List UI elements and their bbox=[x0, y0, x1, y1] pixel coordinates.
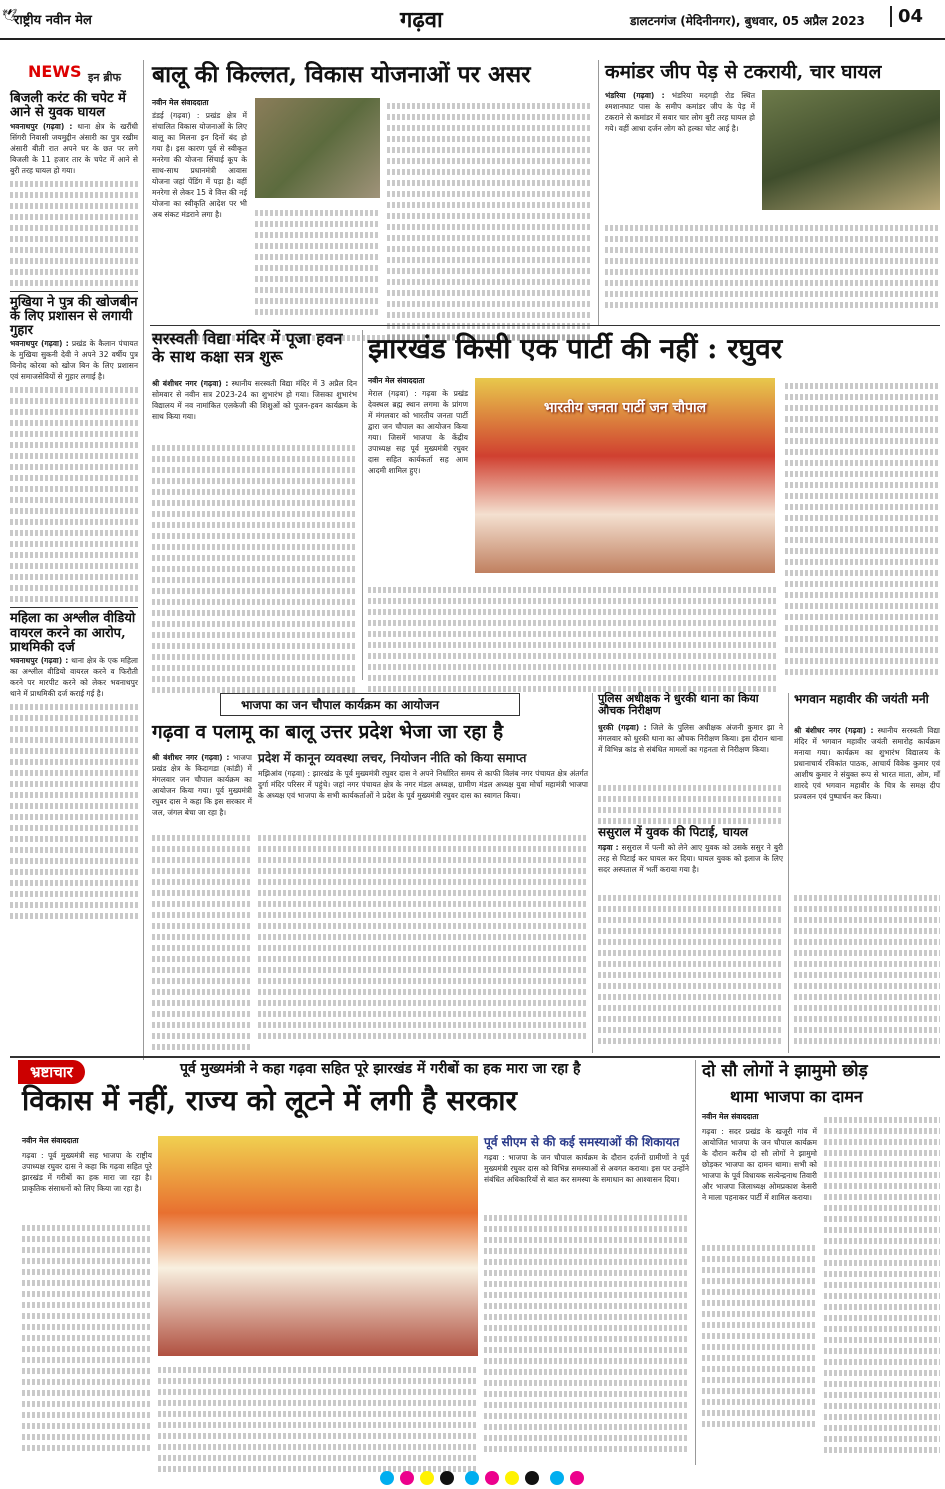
byline-jeep: भंडरिया (गढ़वा) : bbox=[605, 91, 665, 100]
brief-byline-3: भवनाथपुर (गढ़वा) : bbox=[10, 656, 69, 666]
bird-logo-icon: 🕊 bbox=[2, 8, 18, 22]
corruption-text: गढ़वा : पूर्व मुख्यमंत्री सह भाजपा के राष्ट्रीय उपाध्यक्ष रघुवर दास ने कहा कि गढ़वा सहित पूरे झारखंड में गरीबों का हक मारा जा रहा है। प्राकृतिक संसाधनों को लिए किया जा रहा है। bbox=[22, 1151, 152, 1193]
byline-corruption: नवीन मेल संवाददाता bbox=[22, 1136, 79, 1145]
bjp-chaupal-box: भाजपा का जन चौपाल कार्यक्रम का आयोजन bbox=[220, 693, 520, 716]
byline-palamu: श्री बंशीधर नगर (गढ़वा) : bbox=[152, 753, 230, 762]
page-number: 04 bbox=[890, 6, 923, 27]
raghuvar-text: मेराल (गढ़वा) : गढ़वा के प्रखंड देवस्थल ब्रह्म स्थान लगमा के प्रांगण में मंगलवार को भारतीय जनता पार्टी द्वारा जन चौपाल का आयोजन किया गया। जिसमें भाजपा के केंद्रीय उपाध्यक्ष सह पूर्व मुख्यमंत्री रघुवर दास सहित कार्यकर्ता सह आम आदमी शामिल हुए। bbox=[368, 389, 468, 475]
headline-saraswati: सरस्वती विद्या मंदिर में पूजा हवन के साथ कक्षा सत्र शुरू bbox=[152, 329, 343, 366]
news-sub-label: इन ब्रीफ bbox=[88, 71, 121, 84]
headline-corruption: विकास में नहीं, राज्य को लूटने में लगी है सरकार bbox=[22, 1084, 517, 1117]
byline-top-story: नवीन मेल संवाददाता bbox=[152, 98, 209, 107]
law-order-text: मझिआंव (गढ़वा) : झारखंड के पूर्व मुख्यमंत्री रघुवर दास ने अपने निर्धारित समय से काफी विलंब नगर पंचायत क्षेत्र अंतर्गत दुर्गा मंदिर परिसर में पहुंचे। जहां नगर पंचायत क्षेत्र के नगर मंडल अध्यक्ष, ग्रामीण मंडल अध्यक्ष युवा मोर्चा महामंत्री भाजपा के अध्यक्ष एवं भाजपा के सभी कार्यकर्ताओं ने प्रदेश के पूर्व मुख्यमंत्री रघुवर दास का स्वागत किया। bbox=[258, 769, 588, 800]
brief-byline-2: भवनाथपुर (गढ़वा) : bbox=[10, 339, 69, 349]
brief-byline-1: भवनाथपुर (गढ़वा) : bbox=[10, 121, 73, 131]
sasural-text: ससुराल में पत्नी को लेने आए युवक को उसके ससुर ने बुरी तरह से पिटाई कर घायल कर दिया। घायल युवक को इलाज के लिए सदर अस्पताल में भर्ती कराया गया है। bbox=[598, 843, 783, 874]
section-title: गढ़वा bbox=[400, 7, 443, 33]
jeep-text: भंडरिया मदगड़ी रोड स्थित श्मशानघाट पास के समीप कमांडर जीप के पेड़ में टकराने से कमांडर में सवार चार लोग बुरी तरह घायल हो गये। वहीं आधा दर्जन लोग को हल्का चोट आई है। bbox=[605, 91, 755, 133]
palamu-text: भाजपा प्रखंड क्षेत्र के किदागडा (कांडी) में मंगलवार जन चौपाल कार्यक्रम का आयोजन किया गया। पूर्व मुख्यमंत्री रघुवर दास ने कहा कि इस सरकार में जल, जंगल बेचा जा रहा है। bbox=[152, 753, 252, 817]
headline-jeep-accident: कमांडर जीप पेड़ से टकरायी, चार घायल bbox=[605, 61, 882, 83]
headline-police-inspection: पुलिस अधीक्षक ने धुरकी थाना का किया औचक निरीक्षण bbox=[598, 692, 759, 718]
top-story-text: डंडई (गढ़वा) : प्रखंड क्षेत्र में संचालित विकास योजनाओं के लिए बालू का मिलना इन दिनों बंद हो गया है। इस कारण पूर्व से स्वीकृत मनरेगा की योजना सिंचाई कूप के साथ-साथ प्रधानमंत्री आवास योजना जहां पेंडिंग में पड़ा है। वहीं मनरेगा से लेकर 15 वे वित्त की नई योजना का स्वीकृति आदेश पर भी अब संकट मंडराने लगा है। bbox=[152, 111, 247, 219]
chaupal-banner-text: भारतीय जनता पार्टी जन चौपाल bbox=[543, 400, 707, 416]
mahavir-text: स्थानीय सरस्वती विद्या मंदिर में भगवान महावीर जयंती समारोह कार्यक्रम मनाया गया। कार्यक्रम का शुभारंभ विद्यालय के प्रधानाचार्य रविकांत पाठक, आचार्य विवेक कुमार एवं आशीष कुमार ने संयुक्त रूप से भारत माता, ओम, माँ शारदे एवं भगवान महावीर के चित्र के समक्ष दीप प्रज्वलन एवं पुष्पार्चन कर किया। bbox=[794, 726, 940, 801]
headline-sand-shortage: बालू की किल्लत, विकास योजनाओं पर असर bbox=[152, 61, 531, 88]
jan-chaupal-photo bbox=[475, 378, 775, 573]
headline-sasural: ससुराल में युवक की पिटाई, घायल bbox=[598, 825, 749, 839]
brief-title-2: मुखिया ने पुत्र की खोजबीन के लिए प्रशासन से लगायी गुहार bbox=[10, 294, 138, 339]
headline-mahavir: भगवान महावीर की जयंती मनी bbox=[794, 692, 929, 706]
subhead-jmm: थामा भाजपा का दामन bbox=[730, 1087, 863, 1106]
color-registration-marks bbox=[380, 1470, 590, 1489]
jeep-crash-photo bbox=[762, 90, 940, 210]
dry-river-photo bbox=[255, 98, 380, 198]
news-label: NEWS bbox=[28, 62, 82, 81]
byline-raghuvar: नवीन मेल संवाददाता bbox=[368, 376, 425, 385]
saraswati-text: स्थानीय सरस्वती विद्या मंदिर में 3 अप्रैल दिन सोमवार से नवीन सत्र 2023-24 का शुभारंभ हो गया। जिसका शुभारंभ विद्यालय में नव नामांकित एलकेजी की शिशुओं को पूजन-हवन कार्यक्रम के साथ किया गया। bbox=[152, 379, 357, 421]
section-tag-corruption: भ्रष्टाचार bbox=[18, 1060, 85, 1084]
headline-law-order: प्रदेश में कानून व्यवस्था लचर, नियोजन नीति को किया समाप्त bbox=[258, 751, 527, 765]
byline-saraswati: श्री बंशीधर नगर (गढ़वा) : bbox=[152, 379, 229, 388]
police-text: जिले के पुलिस अधीक्षक अंजनी कुमार झा ने मंगलवार को धुरकी थाना का औचक निरीक्षण किया। इस दौरान थाना में विभिन्न कांड से संबंधित मामलों का गहनता से निरीक्षण किया। bbox=[598, 723, 783, 754]
brand-name: राष्ट्रीय नवीन मेल bbox=[14, 13, 92, 28]
brief-title-3: महिला का अश्लील वीडियो वायरल करने का आरोप, प्राथमिकी दर्ज bbox=[10, 611, 136, 656]
jmm-text: गढ़वा : सदर प्रखंड के खजूरी गांव में आयोजित भाजपा के जन चौपाल कार्यक्रम के दौरान करीब दो सौ लोगों ने झामुमो छोड़कर भाजपा का दामन थामा। सभी को भाजपा के पूर्व विधायक सत्येन्द्रनाथ तिवारी और भाजपा जिलाध्यक्ष ओमप्रकाश केसरी ने माला पहनाकर पार्टी में शामिल कराया। bbox=[702, 1127, 817, 1202]
headline-jmm: दो सौ लोगों ने झामुमो छोड़ bbox=[702, 1061, 868, 1081]
headline-palamu-sand: गढ़वा व पलामू का बालू उत्तर प्रदेश भेजा जा रहा है bbox=[152, 721, 504, 743]
byline-police: धुरकी (गढ़वा) : bbox=[598, 723, 647, 732]
headline-raghuvar: झारखंड किसी एक पार्टी की नहीं : रघुवर bbox=[368, 332, 783, 365]
left-column bbox=[10, 92, 138, 924]
byline-mahavir: श्री बंशीधर नगर (गढ़वा) : bbox=[794, 726, 874, 735]
dateline: डालटनगंज (मेदिनीनगर), बुधवार, 05 अप्रैल 2023 bbox=[630, 14, 865, 28]
brief-text-1: थाना क्षेत्र के खरौंधी सिंगरी निवासी जयमुद्दीन अंसारी का पुत्र रखीम अंसारी बीती रात अपने घर के छत पर लगे बिजली के 11 हजार तार के चपेट में आने से बुरी तरह घायल हो गया। bbox=[10, 121, 138, 175]
kicker-corruption: पूर्व मुख्यमंत्री ने कहा गढ़वा सहित पूरे झारखंड में गरीबों का हक मारा जा रहा है bbox=[180, 1061, 581, 1077]
brief-text-2: प्रखंड के कैलान पंचायत के मुखिया सुकनी देवी ने अपने 32 वर्षीय पुत्र विनोद कोरवा को खोज बिन के लिए प्रशासन एवं समाजसेवियों से गुहार लगाई है। bbox=[10, 339, 138, 382]
cm-complaints-text: गढ़वा : भाजपा के जन चौपाल कार्यक्रम के दौरान दर्जनों ग्रामीणों ने पूर्व मुख्यमंत्री रघुवर दास को विभिन्न समस्याओं से अवगत कराया। इस पर उन्होंने संबंधित अधिकारियों से बात कर समस्या के समाधान का आश्वासन दिया। bbox=[484, 1153, 689, 1184]
byline-jmm: नवीन मेल संवाददाता bbox=[702, 1112, 759, 1121]
headline-cm-complaints: पूर्व सीएम से की कई समस्याओं की शिकायत bbox=[484, 1135, 680, 1149]
garlanding-photo bbox=[158, 1136, 478, 1356]
brief-text-3: थाना क्षेत्र के एक महिला का अश्लील वीडियो वायरल करने व फिरौती करने पर मारपीट करने को लेकर भवनाथपुर थाने में प्राथमिकी दर्ज कराई गई है। bbox=[10, 656, 138, 699]
brief-title-1: बिजली करंट की चपेट में आने से युवक घायल bbox=[10, 91, 126, 121]
byline-sasural: गढ़वा : bbox=[598, 843, 619, 852]
